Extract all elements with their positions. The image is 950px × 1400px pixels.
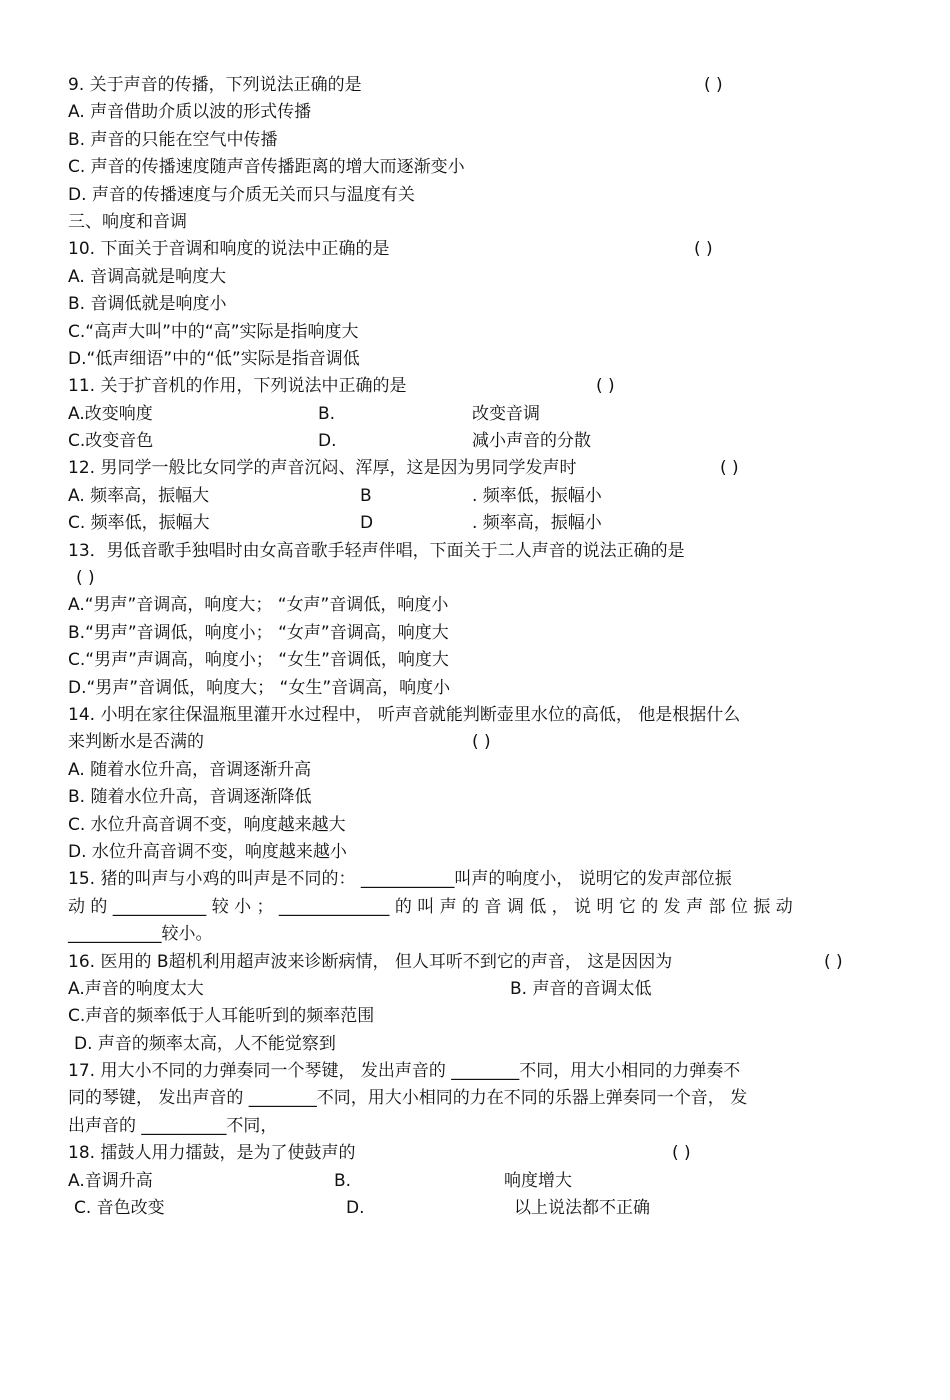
question-12 xyxy=(68,455,888,482)
worksheet-page xyxy=(68,72,888,1222)
question-16-answer-paren: ( ) xyxy=(824,951,843,972)
option-12a: A. 频率高，振幅大 xyxy=(68,485,210,506)
option-9b: B. 声音的只能在空气中传播 xyxy=(68,129,278,150)
question-10-answer-paren: ( ) xyxy=(694,239,713,260)
option-13a: A.“男声”音调高，响度大； “女声”音调低，响度小 xyxy=(68,595,449,616)
option-10d: D.“低声细语”中的“低”实际是指音调低 xyxy=(68,348,360,369)
options-16-ab xyxy=(68,976,888,1003)
option-12b-letter: B xyxy=(360,485,372,506)
question-10-stem: 10. 下面关于音调和响度的说法中正确的是 xyxy=(68,239,390,260)
question-13-stem: 13．男低音歌手独唱时由女高音歌手轻声伴唱，下面关于二人声音的说法正确的是 xyxy=(68,540,685,561)
question-18-answer-paren: ( ) xyxy=(672,1143,691,1164)
option-9a: A. 声音借助介质以波的形式传播 xyxy=(68,102,312,123)
question-10 xyxy=(68,236,888,263)
option-18b-letter: B. xyxy=(334,1170,352,1191)
option-11b-text: 改变音调 xyxy=(472,403,540,424)
option-12d-text: . 频率高，振幅小 xyxy=(472,513,602,534)
question-16-stem: 16. 医用的 B超机利用超声波来诊断病情， 但人耳听不到它的声音， 这是因因为 xyxy=(68,951,673,972)
question-18-stem: 18. 擂鼓人用力擂鼓，是为了使鼓声的 xyxy=(68,1143,356,1164)
option-9d: D. 声音的传播速度与介质无关而只与温度有关 xyxy=(68,184,415,205)
question-11 xyxy=(68,373,888,400)
option-11a: A.改变响度 xyxy=(68,403,153,424)
option-18a: A.音调升高 xyxy=(68,1170,153,1191)
option-16a: A.声音的响度太大 xyxy=(68,978,204,999)
question-17-line2: 同的琴键， 发出声音的 ________不同，用大小相同的力在不同的乐器上弹奏同一个音， 发 xyxy=(68,1088,748,1109)
question-17-line3: 出声音的 __________不同， xyxy=(68,1115,278,1136)
options-12-cd xyxy=(68,510,888,537)
option-14c: C. 水位升高音调不变，响度越来越大 xyxy=(68,814,346,835)
options-12-ab xyxy=(68,483,888,510)
question-12-stem: 12. 男同学一般比女同学的声音沉闷、浑厚，这是因为男同学发声时 xyxy=(68,458,577,479)
option-10a: A. 音调高就是响度大 xyxy=(68,266,227,287)
question-16 xyxy=(68,949,888,976)
question-11-stem: 11. 关于扩音机的作用，下列说法中正确的是 xyxy=(68,376,407,397)
option-12d-letter: D xyxy=(360,513,374,534)
option-12c: C. 频率低，振幅大 xyxy=(68,513,210,534)
question-14 xyxy=(68,729,888,756)
question-15-line3: ___________较小。 xyxy=(68,924,213,945)
options-18-ab xyxy=(68,1168,888,1195)
option-18c: C. 音色改变 xyxy=(74,1198,165,1219)
option-11d-text: 减小声音的分散 xyxy=(472,431,591,452)
option-12b-text: . 频率低，振幅小 xyxy=(472,485,602,506)
question-15-line2: 动 的 ___________ 较 小 ； _____________ 的 叫 声 的 音 调 低 ， 说 明 它 的 发 声 部 位 振 动 xyxy=(68,896,793,917)
question-14-stem-line1: 14. 小明在家往保温瓶里灌开水过程中， 听声音就能判断壶里水位的高低， 他是根据什么 xyxy=(68,704,741,725)
question-18 xyxy=(68,1140,888,1167)
question-9-answer-paren: ( ) xyxy=(704,75,723,95)
question-14-stem-line2: 来判断水是否满的 xyxy=(68,732,204,753)
question-12-answer-paren: ( ) xyxy=(720,458,739,479)
option-14d: D. 水位升高音调不变，响度越来越小 xyxy=(68,841,347,862)
option-16c: C.声音的频率低于人耳能听到的频率范围 xyxy=(68,1006,375,1027)
question-15-line1: 15. 猪的叫声与小鸡的叫声是不同的： ___________叫声的响度小， 说明它的发声部位振 xyxy=(68,869,732,890)
option-18d-text: 以上说法都不正确 xyxy=(514,1198,650,1219)
question-13-answer-paren: ( ) xyxy=(76,568,95,589)
option-18d-letter: D. xyxy=(346,1198,365,1219)
option-14a: A. 随着水位升高，音调逐渐升高 xyxy=(68,759,312,780)
option-16b: B. 声音的音调太低 xyxy=(510,978,652,999)
options-18-cd xyxy=(68,1195,888,1222)
option-13d: D.“男声”音调低，响度大； “女生”音调高，响度小 xyxy=(68,677,451,698)
question-17-line1: 17. 用大小不同的力弹奏同一个琴键， 发出声音的 ________不同，用大小相同的力弹奏不 xyxy=(68,1061,741,1082)
options-11-ab xyxy=(68,401,888,428)
question-11-answer-paren: ( ) xyxy=(596,376,615,397)
option-11c: C.改变音色 xyxy=(68,431,154,452)
option-13c: C.“男声”声调高，响度小； “女生”音调低，响度大 xyxy=(68,650,449,671)
option-18b-text: 响度增大 xyxy=(504,1170,572,1191)
option-11d-letter: D. xyxy=(318,431,337,452)
options-11-cd xyxy=(68,428,888,455)
question-9 xyxy=(68,72,888,99)
option-10c: C.“高声大叫”中的“高”实际是指响度大 xyxy=(68,321,359,342)
option-9c: C. 声音的传播速度随声音传播距离的增大而逐渐变小 xyxy=(68,157,465,178)
option-14b: B. 随着水位升高，音调逐渐降低 xyxy=(68,787,312,808)
option-10b: B. 音调低就是响度小 xyxy=(68,294,227,315)
option-11b-letter: B. xyxy=(318,403,336,424)
question-9-stem: 9. 关于声音的传播，下列说法正确的是 xyxy=(68,75,362,95)
section-heading: 三、响度和音调 xyxy=(68,211,187,232)
option-13b: B.“男声”音调低，响度小； “女声”音调高，响度大 xyxy=(68,622,449,643)
question-14-answer-paren: ( ) xyxy=(472,732,491,753)
option-16d: D. 声音的频率太高，人不能觉察到 xyxy=(74,1033,336,1054)
